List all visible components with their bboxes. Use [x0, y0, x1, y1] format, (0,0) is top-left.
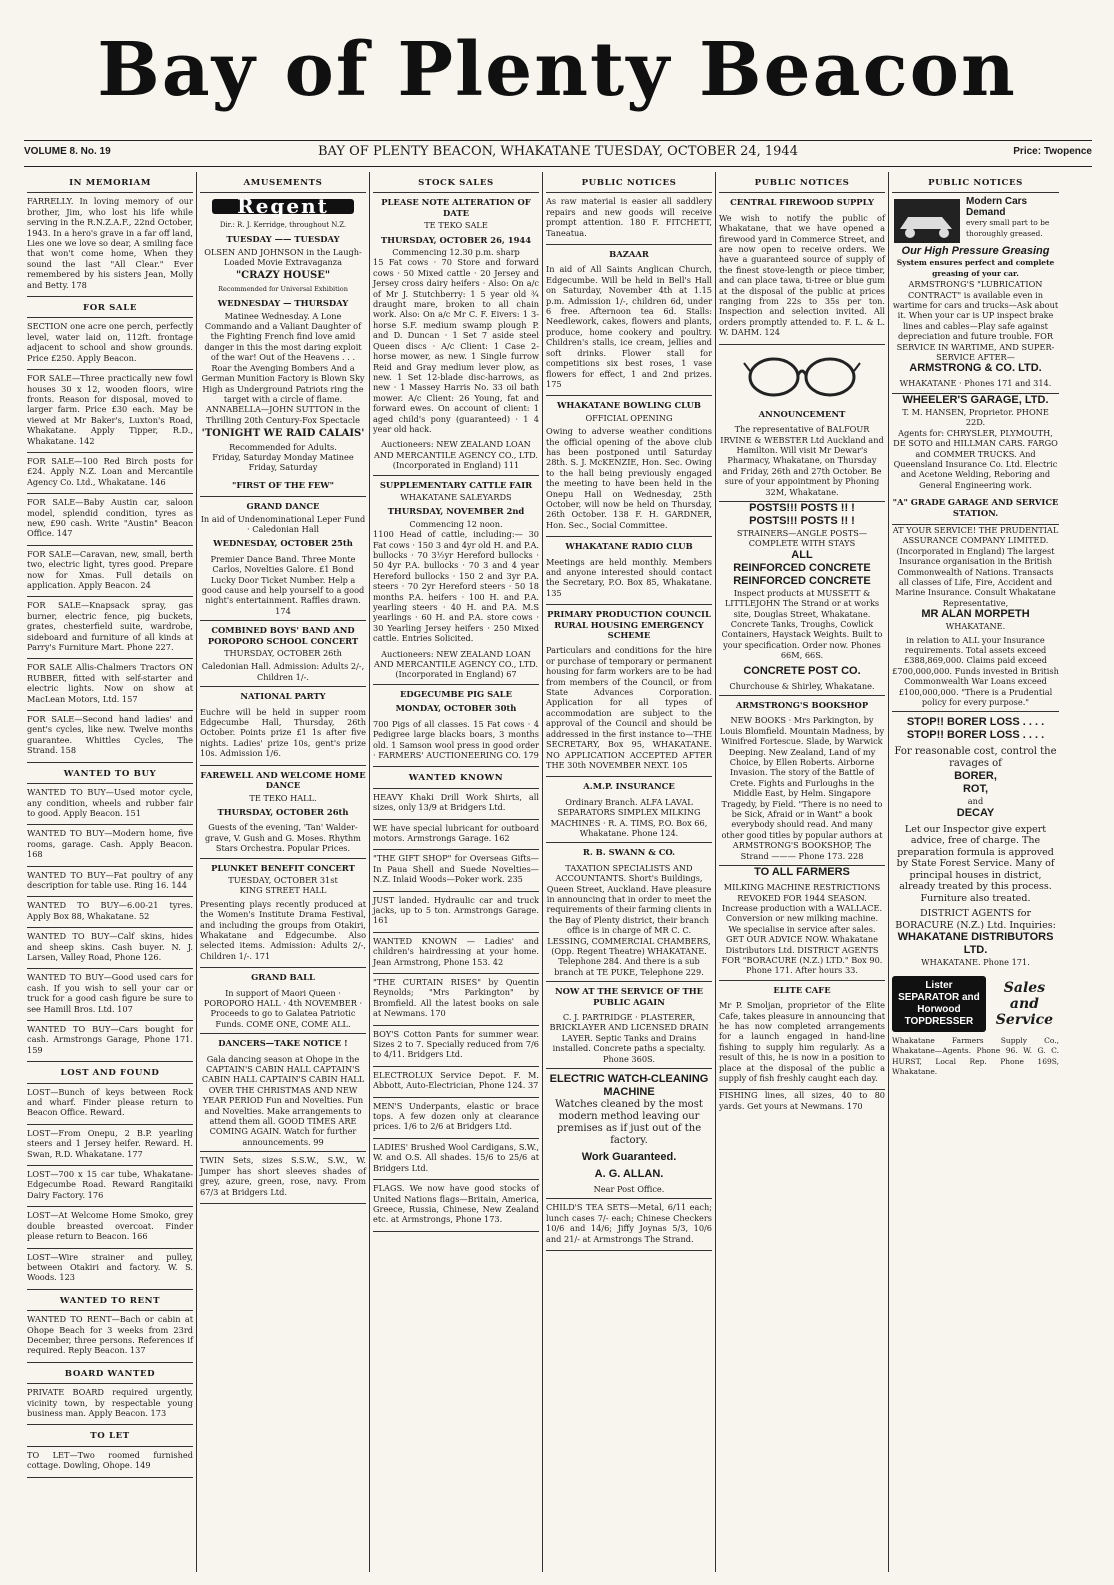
ad-headline: Our High Pressure Greasing	[901, 245, 1050, 258]
notice-title: ARMSTRONG'S BOOKSHOP	[735, 700, 869, 710]
notice-title: BAZAAR	[609, 249, 649, 260]
section-heading: PUBLIC NOTICES	[719, 172, 885, 193]
event-text: Premier Dance Band. Three Monte Carlos, Novelties Galore. £1 Bond Lucky Door Ticket Number. Help a good cause and help yourself to a good night's entertainment. Raffles drawn. 174	[201, 553, 365, 616]
ad-text: System ensures perfect and complete greasing of your car.	[896, 258, 1055, 278]
classified-ad: TO LET—Two roomed furnished cottage. Dowling, Ohope. 149	[27, 1447, 193, 1478]
section-heading: BOARD WANTED	[27, 1363, 193, 1384]
classified-ad: LOST—At Welcome Home Smoko, grey double breasted overcoat. Finder please return to Beacon. 166	[27, 1207, 193, 1248]
headline: STOP!! BORER LOSS . . . .	[906, 729, 1045, 742]
newspaper-title: Bay of Plenty Beacon	[97, 27, 1017, 113]
section-heading: WANTED TO RENT	[27, 1290, 193, 1311]
notice-text: The representative of BALFOUR IRVINE & WEBSTER Ltd Auckland and Hamilton. Will visit Mr Dewar's Pharmacy, Whakatane, on Thursday and Friday, 26th and 27th October. Be sure of your appointment by Phoning 32M, Whakatane.	[720, 424, 884, 497]
sale-time: Commencing 12.30 p.m. sharp	[392, 247, 520, 258]
classified-ad: WANTED TO BUY—Good used cars for cash. If you wish to sell your car or truck for a good cash figure be sure to see Hamill Bros. Ltd. 107	[27, 969, 193, 1021]
classified-ad: "THE CURTAIN RISES" by Quentin Reynolds; "Mrs Parkington" by Bromfield. All the latest books on sale at Newmans. 170	[373, 974, 539, 1026]
film-rating: Recommended for Adults.	[229, 441, 337, 452]
event-text: Gala dancing season at Ohope in the CAPTAIN'S CABIN HALL CAPTAIN'S CABIN HALL CAPTAIN'S CABIN HALL OVER THE CHRISTMAS AND NEW YEAR PERIOD Fun and Novelties. Fun and Novelties. Make arrangements to attend them all. GOOD TIMES ARE COMING AGAIN. Watch for further announcements. 99	[201, 1053, 365, 1147]
program-days: TUESDAY —— TUESDAY	[226, 234, 340, 245]
event-text: Caledonian Hall. Admission: Adults 2/-, Children 1/-.	[201, 661, 365, 682]
sale-place: WHAKATANE SALEYARDS	[400, 491, 512, 502]
column-3	[370, 172, 543, 1572]
classified-ad: LOST—Wire strainer and pulley, between Otakiri and factory. W. S. Woods. 123	[27, 1249, 193, 1290]
film-rating: Recommended for Universal Exhibition	[218, 284, 348, 293]
sale-date: THURSDAY, OCTOBER 26, 1944	[380, 234, 532, 245]
event-date: THURSDAY, OCTOBER 26th	[224, 648, 342, 659]
notice-title: NOW AT THE SERVICE OF THE PUBLIC AGAIN	[554, 986, 704, 1007]
business-address: Churchouse & Shirley, Whakatane.	[729, 680, 875, 691]
headline: ALL	[791, 548, 813, 561]
notice-text: Ordinary Branch. ALFA LAVAL SEPARATORS SIMPLEX MILKING MACHINES · R. A. TIMS, P.O. Box 66, Whakatane. Phone 124.	[550, 796, 708, 838]
sale-lots: 700 Pigs of all classes. 15 Fat cows · 4 Pedigree large blacks boars, 3 months old. 1 Samson wool press in good order · FARMERS' AUCTIONEERING CO. 179	[373, 718, 539, 760]
ad-text: and	[967, 796, 984, 807]
business-address: WHAKATANE.	[945, 621, 1006, 632]
classified-ad: FISHING lines, all sizes, 40 to 80 yards. Get yours at Newmans. 170	[719, 1090, 885, 1111]
classified-ad: WANTED TO BUY—Calf skins, hides and sheep skins. Cash buyer. N. J. Larsen, Valley Road, Phone 126.	[27, 928, 193, 969]
headline: POSTS!!! POSTS !! !	[749, 514, 855, 527]
program-text: Matinee Wednesday. A Lone Commando and a Valiant Daughter of the Fighting French find love amid danger in this the most daring exploit of the war! Out of the Heavens . . . Roar the Avenging Bombers And a German Munition Factory is Blown Sky High as Underground Patriots ring the target with a circle of flame. ANNABELLA—JOHN SUTTON in the Thrilling 20th Century-Fox Spectacle	[201, 310, 365, 425]
section-heading: WANTED TO BUY	[27, 763, 193, 784]
column-1	[24, 172, 197, 1572]
notice-title: WHAKATANE RADIO CLUB	[565, 541, 693, 552]
film-title: "FIRST OF THE FEW"	[231, 479, 335, 490]
classified-ad: FLAGS. We now have good stocks of United Nations flags—Britain, America, Greece, Russia, Chinese, New Zealand etc. at Armstrongs, Phone 173.	[373, 1180, 539, 1232]
lister-logo: Lister SEPARATOR and Horwood TOPDRESSER	[892, 976, 986, 1032]
classified-ad: PRIVATE BOARD required urgently, vicinity town, by respectable young business man. Apply Beacon. 173	[27, 1384, 193, 1425]
issue-date: BAY OF PLENTY BEACON, WHAKATANE TUESDAY, OCTOBER 24, 1944	[318, 144, 798, 159]
classified-ad: SECTION one acre one perch, perfectly level, water laid on, 112ft. frontage adjacent to school and show grounds. Price £250. Apply Beacon.	[27, 318, 193, 370]
sale-date: MONDAY, OCTOBER 30th	[395, 703, 517, 714]
section-heading: PUBLIC NOTICES	[892, 172, 1059, 193]
ad-text: every small part to be thoroughly greased.	[966, 218, 1050, 238]
column-6	[889, 172, 1062, 1572]
classified-ad: LOST—From Onepu, 2 B.P. yearling steers and 1 Jersey heifer. Reward. H. Swan, R.D. Whakatane. 177	[27, 1125, 193, 1166]
ad-text: in relation to ALL your Insurance requirements. Total assets exceed £388,869,000. Claims paid exceed £700,000,000. Funds invested in British Commonwealth War Loans exceed £100,000,000. "There is a Prudential policy for every purpose."	[892, 634, 1059, 708]
notice-tagline: Work Guaranteed.	[581, 1151, 677, 1164]
section-heading: WANTED KNOWN	[373, 767, 539, 788]
event-title: NATIONAL PARTY	[240, 691, 326, 702]
classified-ad: FOR SALE—100 Red Birch posts for £24. Apply N.Z. Loan and Mercantile Agency Co. Ltd., Whakatane. 146	[27, 453, 193, 494]
masthead	[0, 0, 1114, 140]
event-title: FAREWELL AND WELCOME HOME DANCE	[200, 769, 366, 791]
classified-ad: HEAVY Khaki Drill Work Shirts, all sizes, only 13/9 at Bridgers Ltd.	[373, 789, 539, 820]
program-days: WEDNESDAY — THURSDAY	[217, 298, 349, 309]
ad-text: Agents for: CHRYSLER, PLYMOUTH, DE SOTO and HILLMAN CARS. FARGO and COMMER TRUCKS. And Queensland Insurance Co. Ltd. Electric and Acetone Welding, Reboring and General Engineering work.	[893, 427, 1058, 490]
price: Price: Twopence	[1013, 146, 1092, 157]
business-name: A. G. ALLAN.	[594, 1168, 664, 1181]
notice-text: C. J. PARTRIDGE · PLASTERER, BRICKLAYER AND LICENSED DRAIN LAYER. Septic Tanks and Drains installed. Concrete paths a specialty. Phone 360S.	[549, 1012, 709, 1064]
headline: POSTS!!! POSTS !! !	[749, 501, 855, 514]
notice-title: ELECTRIC WATCH-CLEANING MACHINE	[549, 1073, 709, 1099]
notice-text: Owing to adverse weather conditions the official opening of the above club has been postponed until Saturday 28th. S. J. McKENZIE, Hon. Sec. Owing to the hall being previously engaged the meeting to have been held in the Onepu Hall on Wednesday, 25th October, will now be held on Thursday, 26th October. 138 F. H. GARDNER, Hon. Sec., Social Committee.	[546, 426, 712, 530]
notice-text: Particulars and conditions for the hire or purchase of temporary or permanent housing for farm workers are to be had from members of the Council, or from State Advances Corporation. Application for all types of accommodation are subject to the approval of the Council and should be addressed in the first instance to—THE SECRETARY, Box 95, WHAKATANE. NO APPLICATION ACCEPTED AFTER THE 30th NOVEMBER NEXT. 105	[546, 645, 712, 770]
spectacles-icon	[719, 345, 885, 405]
notice-title: WHAKATANE BOWLING CLUB	[557, 400, 701, 411]
headline: ROT,	[962, 783, 989, 796]
headline: REINFORCED CONCRETE	[733, 561, 871, 574]
car-icon	[892, 197, 962, 245]
notice-text: Mr P. Smoljan, proprietor of the Elite Cafe, takes pleasure in announcing that he has now completed arrangements for a launch engaged in hand-line fishing to supply him regularly. As a result of this, he is now in a position to place at the disposal of the public a supply of fish freshly caught each day.	[719, 1000, 885, 1083]
column-5	[716, 172, 889, 1572]
regent-logo: Regent	[212, 199, 354, 213]
event-title: COMBINED BOYS' BAND AND POROPORO SCHOOL CONCERT	[207, 625, 359, 646]
event-text: Presenting plays recently produced at the Women's Institute Drama Festival, and including the groups from Otakiri, Whakatane and Edgecumbe. Also selected items. Admission: Adults 2/-, Children 1/-. 171	[200, 898, 366, 961]
notice-text: MILKING MACHINE RESTRICTIONS REVOKED FOR 1944 SEASON. Increase production with a WALLACE. Conversion or new milking machine. We specialise in service after sales. GET OUR ADVICE NOW. Whakatane Distributors Ltd. DISTRICT AGENTS FOR "BORACURE (N.Z.) LTD." Box 90. Phone 171. After hours 33.	[721, 882, 883, 976]
sale-title: EDGECUMBE PIG SALE	[400, 688, 512, 699]
event-date: WEDNESDAY, OCTOBER 25th	[213, 538, 353, 549]
classified-ad: FOR SALE—Caravan, new, small, berth two, electric light, tyres good. Prepare now for Xmas. Full details on application. Apply Beacon. 24	[27, 546, 193, 598]
ad-text: For reasonable cost, control the ravages of	[894, 746, 1057, 770]
event-date: THURSDAY, OCTOBER 26th	[217, 806, 349, 817]
ad-text: ARMSTRONG'S "LUBRICATION CONTRACT" is available even in wartime for cars and trucks—Ask about it. When your car is UP inspect brake lines and cables—Play safe against depreciation and future trouble. FOR SERVICE IN WARTIME, AND SUPER-SERVICE AFTER—	[892, 279, 1059, 363]
event-text: In support of Maori Queen · POROPORO HALL · 4th NOVEMBER · Proceeds to go to Galatea Patriotic Funds. COME ONE, COME ALL.	[203, 987, 363, 1029]
event-date: TUESDAY, OCTOBER 31st	[228, 874, 338, 885]
classified-ad: WANTED KNOWN — Ladies' and children's hairdressing at your home. Jean Armstrong, Phone 153. 42	[373, 933, 539, 974]
notice-subtitle: OFFICIAL OPENING	[585, 412, 673, 423]
classified-ad: FOR SALE—Baby Austin car, saloon model, splendid condition, tyres as new, £90 cash. Write "Austin" Beacon Office. 147	[27, 494, 193, 546]
film-title: "CRAZY HOUSE"	[235, 270, 331, 282]
notice-title: ANNOUNCEMENT	[758, 408, 846, 419]
classified-ad: LADIES' Brushed Wool Cardigans, S.W., W. and O.S. All shades. 15/6 to 25/6 at Bridgers Ltd.	[373, 1139, 539, 1180]
classified-ad: ELECTROLUX Service Depot. F. M. Abbott, Auto-Electrician, Phone 124. 37	[373, 1067, 539, 1098]
notice-title: CENTRAL FIREWOOD SUPPLY	[730, 197, 874, 208]
classified-ad: TWIN Sets, sizes S.S.W., S.W., W. Jumper has short sleeves shades of grey, azure, green, rose, navy. From 67/3 at Bridgers Ltd.	[200, 1155, 366, 1197]
event-title: GRAND DANCE	[246, 501, 320, 512]
event-place: TE TEKO HALL.	[249, 792, 317, 803]
business-name: WHAKATANE DISTRIBUTORS LTD.	[897, 931, 1054, 957]
event-title: DANCERS—TAKE NOTICE !	[218, 1038, 348, 1049]
classified-ad: WANTED TO BUY—6.00-21 tyres. Apply Box 88, Whakatane. 52	[27, 897, 193, 928]
sale-date: THURSDAY, NOVEMBER 2nd	[387, 506, 525, 517]
section-heading: TO LET	[27, 1425, 193, 1446]
section-heading: IN MEMORIAM	[27, 172, 193, 193]
notice-title: A.M.P. INSURANCE	[583, 781, 675, 792]
auctioneers: Auctioneers: NEW ZEALAND LOAN AND MERCANTILE AGENCY CO., LTD. (Incorporated in England) 67	[373, 648, 539, 680]
ad-text: Whakatane Farmers Supply Co., Whakatane—Agents. Phone 96. W. G. C. HURST, Local Rep. Phone 169S, Whakatane.	[892, 1035, 1059, 1076]
event-place: KING STREET HALL	[239, 885, 327, 896]
business-address: Near Post Office.	[593, 1184, 665, 1195]
classified-ad: CHILD'S TEA SETS—Metal, 6/11 each; lunch cases 7/- each; Chinese Checkers 10/6 and 14/6; Jiffy Joynas 5/3, 10/6 and 21/- at Armstrongs The Strand.	[546, 1202, 712, 1244]
program-text: OLSEN AND JOHNSON in the Laugh-Loaded Movie Extravaganza	[204, 246, 362, 268]
section-heading: PUBLIC NOTICES	[546, 172, 712, 193]
classified-ad: JUST landed. Hydraulic car and truck jacks, up to 5 ton. Armstrongs Garage. 161	[373, 892, 539, 933]
sale-title: SUPPLEMENTARY CATTLE FAIR	[379, 479, 533, 490]
regent-director: Dir.: R. J. Kerridge, throughout N.Z.	[219, 220, 347, 229]
classified-ad: WANTED TO RENT—Bach or cabin at Ohope Beach for 3 weeks from 23rd December, three persons. References if required. Reply Beacon. 137	[27, 1311, 193, 1363]
classified-ad: WANTED TO BUY—Used motor cycle, any condition, wheels and rubber fair to good. Apply Beacon. 151	[27, 784, 193, 825]
section-heading: STOCK SALES	[373, 172, 539, 193]
auctioneers: Auctioneers: NEW ZEALAND LOAN AND MERCANTILE AGENCY CO., LTD. (Incorporated in England) 111	[373, 439, 539, 471]
notice-text: Inspect products at MUSSETT & LITTLEJOHN The Strand or at works site, Douglas Street, Whakatane. Concrete Tanks, Troughs, Cowlick Containers, Haystack Weights. Built to your specification. Order now. Phones 66M, 66S.	[721, 587, 883, 661]
notice-text: Watches cleaned by the most modern method leaving our premises as if just out of the factory.	[555, 1099, 703, 1147]
notice-text: TAXATION SPECIALISTS AND ACCOUNTANTS. Short's Buildings, Queen Street, Auckland. Have pleasure in announcing that in order to meet the requirements of their farming clients in the Bay of Plenty district, their branch office is in charge of MR C. C. LESSING, COMMERCIAL CHAMBERS, (Opp. Regent Theatre) WHAKATANE. Telephone 284. And there is a sub branch at TE PUKE, Telephone 229.	[546, 862, 712, 977]
divider	[24, 140, 1092, 141]
notice-title: PLEASE NOTE ALTERATION OF DATE	[381, 197, 531, 218]
memoriam-notice: FARRELLY. In loving memory of our brother, Jim, who lost his life while serving in the R.N.Z.A.F., 22nd October, 1943. In a hero's grave in a far off land, Lies one we love so dear, A smiling face that won't come home, When they sound the last "All Clear." Ever remembered by his sisters Jean, Molly and Betty. 178	[27, 196, 193, 290]
sale-lots: 1100 Head of cattle, including:— 30 Fat cows · 150 3 and 4yr old H. and P.A. bullocks · 70 3½yr Hereford bullocks · 50 4yr P.A. bullocks · 70 3 and 4 year Hereford bullocks · 150 2 and 3yr P.A. steers · 70 2yr Hereford steers · 50 18 months P.A. heifers · 100 H. and P.A. yearling steers · 40 H. and P.A. M.S yearlings · 60 H. and P.A. store cows · 30 Yearling Jersey heifers · 250 Mixed cattle. Entries Solicited.	[373, 529, 539, 644]
headline: BORER,	[954, 770, 997, 783]
classified-ad: LOST—Bunch of keys between Rock and wharf. Finder please return to Beacon Office. Reward.	[27, 1084, 193, 1125]
classified-ad: FOR SALE Allis-Chalmers Tractors ON RUBBER, fitted with self-starter and electric lights. Now on show at MacLean Motors, Ltd. 157	[27, 659, 193, 711]
car-ad	[892, 193, 1059, 245]
sale-time: Commencing 12 noon.	[409, 518, 503, 529]
classified-ad: WANTED TO BUY—Fat poultry of any description for table use. Ring 16. 144	[27, 867, 193, 898]
notice-title: ELITE CAFE	[773, 984, 831, 995]
classified-ad: WE have special lubricant for outboard motors. Armstrongs Garage. 162	[373, 820, 539, 851]
classified-ad: FOR SALE—Three practically new fowl houses 30 x 12, wooden floors, wire fronts. Reason for disposal, moved to larger farm. Price £30 each. May be viewed at Mr Baker's, Luxton's Road, Whakatane. Apply Tipper, R.D., Whakatane. 142	[27, 370, 193, 453]
notice-text: As raw material is easier all saddlery repairs and new goods will receive prompt attention. 180 F. FITCHETT, Taneatua.	[546, 196, 712, 238]
ad-text: AT YOUR SERVICE! THE PRUDENTIAL ASSURANCE COMPANY LIMITED. (Incorporated in England) The largest Insurance organisation in the British Commonwealth of Nations. Transacts all classes of Life, Fire, Accident and Marine Insurance. Consult Whakatane Representative,	[892, 524, 1059, 608]
section-heading: FOR SALE	[27, 297, 193, 318]
business-name: CONCRETE POST CO.	[743, 664, 861, 677]
business-name: WHEELER'S GARAGE, LTD.	[902, 393, 1049, 406]
event-title: GRAND BALL	[251, 972, 315, 983]
sale-lots: 15 Fat cows · 70 Store and forward cows · 50 Mixed cattle · 20 Jersey and Jersey cross dairy heifers · Also: On a/c of Mr J. Stutchberry: 1 5 year old ¾ draught mare, broken to all chain work. Also: On a/c Mr C. F. Eivers: 1 3-horse S.F. medium swamp plough P. and D. Duncan · 1 Set 7 aside steel Queen discs · A/c Client: 1 Case 2-horse mower, as new. 1 Single furrow Reid and Gray medium lever plow, as new. 1 Set 12-blade disc-harrows, as new · 1 Massey Harris No. 33 oil bath mower. A/c Client: 26 Young, fat and forward ewes. On account of client: 1 aged child's pony (guaranteed) · 1 4 year old hack.	[373, 257, 539, 434]
headline: DECAY	[956, 806, 995, 819]
columns	[24, 172, 1096, 1572]
notice-title: R. B. SWANN & CO.	[582, 847, 676, 858]
ad-text: Let our Inspector give expert advice, free of charge. The preparation formula is approved by State Forest Service. Many of principal houses in district, already treated by this process. Furniture also treated.	[896, 823, 1055, 904]
event-text: Euchre will be held in supper room Edgecumbe Hall, Thursday, 26th October. Points prize £1 1s after five nights. Ladies' prize 10s, gent's prize 10s. Admission 1/6.	[200, 706, 366, 759]
volume-number: VOLUME 8. No. 19	[24, 146, 111, 157]
column-2	[197, 172, 370, 1572]
classified-ad: WANTED TO BUY—Modern home, five rooms, garage. Cash. Apply Beacon. 168	[27, 825, 193, 866]
ad-headline: Modern Cars Demand	[966, 196, 1028, 218]
notice-title: TO ALL FARMERS	[754, 866, 850, 879]
section-heading: AMUSEMENTS	[200, 172, 366, 193]
classified-ad: FOR SALE—Knapsack spray, gas burner, electric fence, pig buckets, grates, chesterfield suite, wardrobe, sideboard and furniture of all kinds at Parry's Furniture Mart. Phone 227.	[27, 597, 193, 659]
headline: REINFORCED CONCRETE	[733, 574, 871, 587]
ad-headline: Sales and Service	[995, 979, 1054, 1028]
headline: STOP!! BORER LOSS . . . .	[906, 716, 1045, 729]
classified-ad: FOR SALE—Second hand ladies' and gent's cycles, like new. Twelve months guarantee. Whittles Cycles, The Strand. 158	[27, 711, 193, 763]
notice-text: In aid of All Saints Anglican Church, Edgecumbe. Will be held in Bell's Hall on Saturday, November 4th at 1.15 p.m. Admission 1/-, children 6d, under 6 free. Afternoon tea 6d. Stalls: Needlework, cakes, flowers and plants, produce, home cookery and poultry. Children's stalls, ice cream, jellies and soft drinks. Flower stall for competitions six best roses, 1 vase flowers for effect, 1 and 2nd prizes. 175	[546, 264, 712, 389]
business-address: WHAKATANE · Phones 171 and 314.	[899, 378, 1052, 389]
notice-title: PRIMARY PRODUCTION COUNCIL RURAL HOUSING EMERGENCY SCHEME	[547, 609, 711, 641]
notice-text: Meetings are held monthly. Members and anyone interested should contact the Secretary, P.O. Box 85, Whakatane. 135	[546, 556, 712, 598]
section-heading: LOST AND FOUND	[27, 1062, 193, 1083]
event-title: PLUNKET BENEFIT CONCERT	[211, 862, 355, 873]
sale-name: TE TEKO SALE	[424, 220, 488, 231]
lister-ad	[892, 972, 1059, 1036]
classified-ad: MEN'S Underpants, elastic or brace tops. A few dozen only at clearance prices. 1/6 to 2/6 at Bridgers Ltd.	[373, 1098, 539, 1139]
classified-ad: BOY'S Cotton Pants for summer wear. Sizes 2 to 7. Specially reduced from 7/6 to 4/11. Bridgers Ltd.	[373, 1026, 539, 1067]
business-name: ARMSTRONG & CO. LTD.	[909, 362, 1042, 375]
film-title: 'TONIGHT WE RAID CALAIS'	[201, 428, 365, 440]
business-name: MR ALAN MORPETH	[921, 608, 1030, 621]
classified-ad: WANTED TO BUY—Cars bought for cash. Armstrongs Garage, Phone 171. 159	[27, 1021, 193, 1062]
business-address: T. M. HANSEN, Proprietor. PHONE 22D.	[902, 406, 1049, 428]
ad-headline: "A" GRADE GARAGE AND SERVICE STATION.	[892, 497, 1059, 518]
notice-text: NEW BOOKS · Mrs Parkington, by Louis Blomfield. Mountain Madness, by Winifred Fortescue. Slade, by Warwick Deeping. New Zealand, Land of my Choice, by Ellen Roberts. Airborne Invasion. The story of the Battle of Crete. Fights and Furloughs in the Middle East, by Helm. Singapore Tragedy, by Field. "There is no need to be Sick, Afraid or in Want" a book everybody should read. And many other good titles by popular authors at ARMSTRONG'S BOOKSHOP, The Strand ——— Phone 173. 228	[719, 715, 885, 861]
ad-text: DISTRICT AGENTS for BORACURE (N.Z.) Ltd. Inquiries:	[895, 908, 1056, 931]
event-text: Guests of the evening, 'Tan' Walder-grave, V. Gush and G. Moses. Rhythm Stars Orchestra. Popular Prices.	[205, 822, 361, 854]
business-address: WHAKATANE. Phone 171.	[921, 957, 1030, 968]
classified-ad: LOST—700 x 15 car tube, Whakatane-Edgecumbe Road. Reward Rangitaiki Dairy Factory. 176	[27, 1166, 193, 1207]
classified-ad: "THE GIFT SHOP" for Overseas Gifts—In Paua Shell and Suede Novelties—N.Z. Inlaid Woods—Poker work. 235	[373, 850, 539, 891]
column-4	[543, 172, 716, 1572]
notice-text: We wish to notify the public of Whakatane, that we have opened a firewood yard in Commerce Street, and are now open to receive orders. We have a guaranteed source of supply of the finest stove-length or piece timber, and can place tawa, ti-tree or blue gum at the disposal of the public at prices ranging from 22s to 35s per ton. Inspection and selection invited. All orders promptly attended to. F. L. & L. W. DAHM. 124	[719, 212, 885, 338]
program-days: Friday, Saturday Monday Matinee Friday, Saturday	[212, 451, 354, 473]
notice-subtitle: STRAINERS—ANGLE POSTS—COMPLETE WITH STAYS	[736, 527, 868, 549]
divider	[24, 166, 1092, 167]
dateline	[24, 146, 1092, 164]
event-text: In aid of Undenominational Leper Fund · Caledonian Hall	[200, 513, 366, 534]
